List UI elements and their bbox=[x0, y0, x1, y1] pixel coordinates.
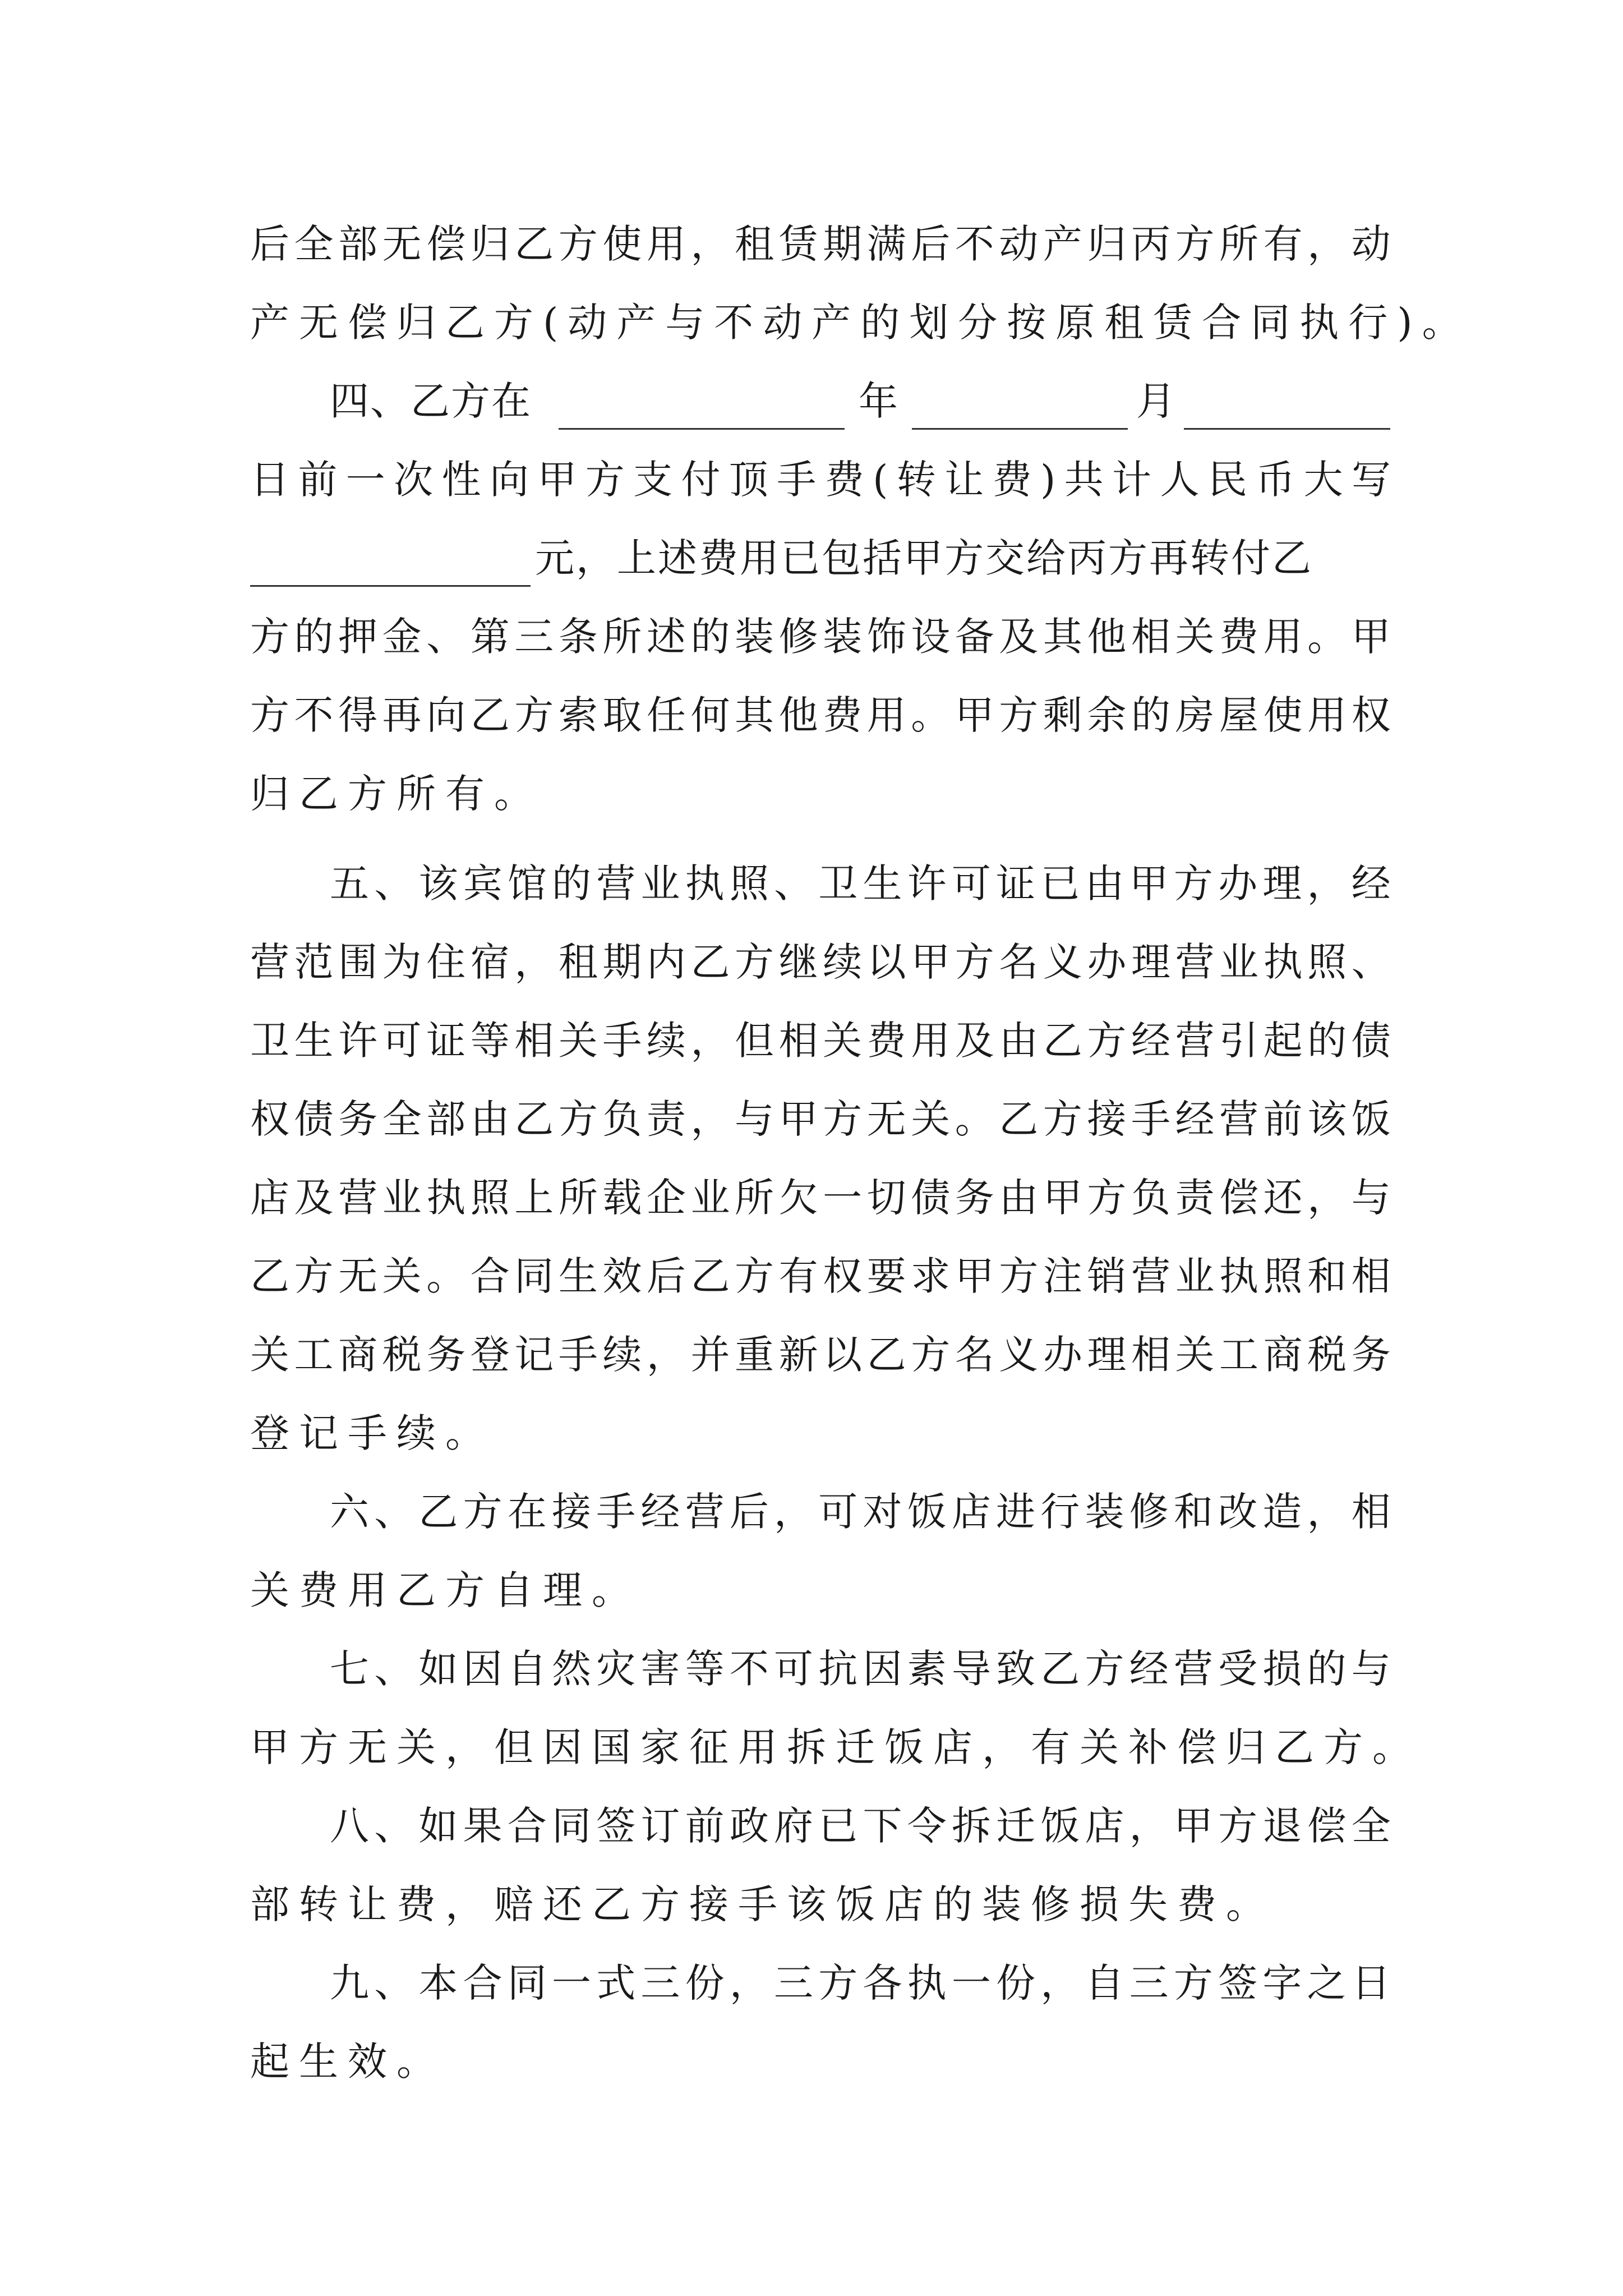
text-line: 乙 方 无 关 。 合 同 生 效 后 乙 方 有 权 要 求 甲 方 注 销 营 业 执 照 和 相 bbox=[250, 1253, 1391, 1299]
text-line: 方 不 得 再 向 乙 方 索 取 任 何 其 他 费 用 。 甲 方 剩 余 的 房 屋 使 用 权 bbox=[250, 692, 1391, 738]
text-line: 甲方无关，但因国家征用拆迁饭店，有关补偿归乙方。 bbox=[250, 1724, 1421, 1770]
text-line: 日 前 一 次 性 向 甲 方 支 付 顶 手 费 ( 转 让 费 ) 共 计 人 民 币 大 写 bbox=[250, 457, 1391, 503]
text-line: 营 范 围 为 住 宿 ， 租 期 内 乙 方 继 续 以 甲 方 名 义 办 理 营 业 执 照 、 bbox=[250, 939, 1391, 985]
text-line: 部转让费，赔还乙方接手该饭店的装修损失费。 bbox=[250, 1881, 1275, 1927]
amount-line bbox=[250, 519, 1391, 597]
text-line: 九 、 本 合 同 一 式 三 份 ， 三 方 各 执 一 份 ， 自 三 方 签 字 之 日 bbox=[330, 1960, 1391, 2006]
text-line: 权 债 务 全 部 由 乙 方 负 责 ， 与 甲 方 无 关 。 乙 方 接 手 经 营 前 该 饭 bbox=[250, 1096, 1391, 1142]
day-blank-field[interactable] bbox=[1184, 389, 1390, 430]
amount-blank-field[interactable] bbox=[250, 546, 531, 587]
month-label: 月 bbox=[1136, 378, 1175, 424]
text-line: 八 、 如 果 合 同 签 订 前 政 府 已 下 令 拆 迁 饭 店 ， 甲 方 退 偿 全 bbox=[330, 1803, 1391, 1849]
text-line: 归乙方所有。 bbox=[250, 771, 543, 817]
clause-4-first-line bbox=[250, 362, 1391, 440]
text-line: 卫 生 许 可 证 等 相 关 手 续 ， 但 相 关 费 用 及 由 乙 方 经 营 引 起 的 债 bbox=[250, 1018, 1391, 1064]
text-line: 关 工 商 税 务 登 记 手 续 ， 并 重 新 以 乙 方 名 义 办 理 相 关 工 商 税 务 bbox=[250, 1332, 1391, 1378]
year-blank-field[interactable] bbox=[559, 389, 845, 430]
year-label: 年 bbox=[859, 378, 898, 424]
text-line: 店 及 营 业 执 照 上 所 载 企 业 所 欠 一 切 债 务 由 甲 方 负 责 偿 还 ， 与 bbox=[250, 1175, 1391, 1221]
text-line: 后 全 部 无 偿 归 乙 方 使 用 ， 租 赁 期 满 后 不 动 产 归 丙 方 所 有 ， 动 bbox=[250, 221, 1391, 267]
text-line: 产无偿归乙方(动产与不动产的划分按原租赁合同执行)。 bbox=[250, 300, 1471, 346]
text-line: 登记手续。 bbox=[250, 1410, 494, 1456]
text-line: 五 、 该 宾 馆 的 营 业 执 照 、 卫 生 许 可 证 已 由 甲 方 办 理 ， 经 bbox=[330, 861, 1391, 907]
text-line: 方 的 押 金 、 第 三 条 所 述 的 装 修 装 饰 设 备 及 其 他 相 关 费 用 。 甲 bbox=[250, 614, 1391, 660]
text-line: 关费用乙方自理。 bbox=[250, 1567, 640, 1613]
text-line: 起生效。 bbox=[250, 2039, 445, 2085]
amount-suffix: 元，上述费用已包括甲方交给丙方再转付乙 bbox=[535, 535, 1313, 581]
month-blank-field[interactable] bbox=[912, 389, 1128, 430]
clause-4-prefix: 四、乙方在 bbox=[330, 378, 532, 424]
text-line: 七 、 如 因 自 然 灾 害 等 不 可 抗 因 素 导 致 乙 方 经 营 受 损 的 与 bbox=[330, 1646, 1391, 1692]
text-line: 六 、 乙 方 在 接 手 经 营 后 ， 可 对 饭 店 进 行 装 修 和 改 造 ， 相 bbox=[330, 1489, 1391, 1535]
